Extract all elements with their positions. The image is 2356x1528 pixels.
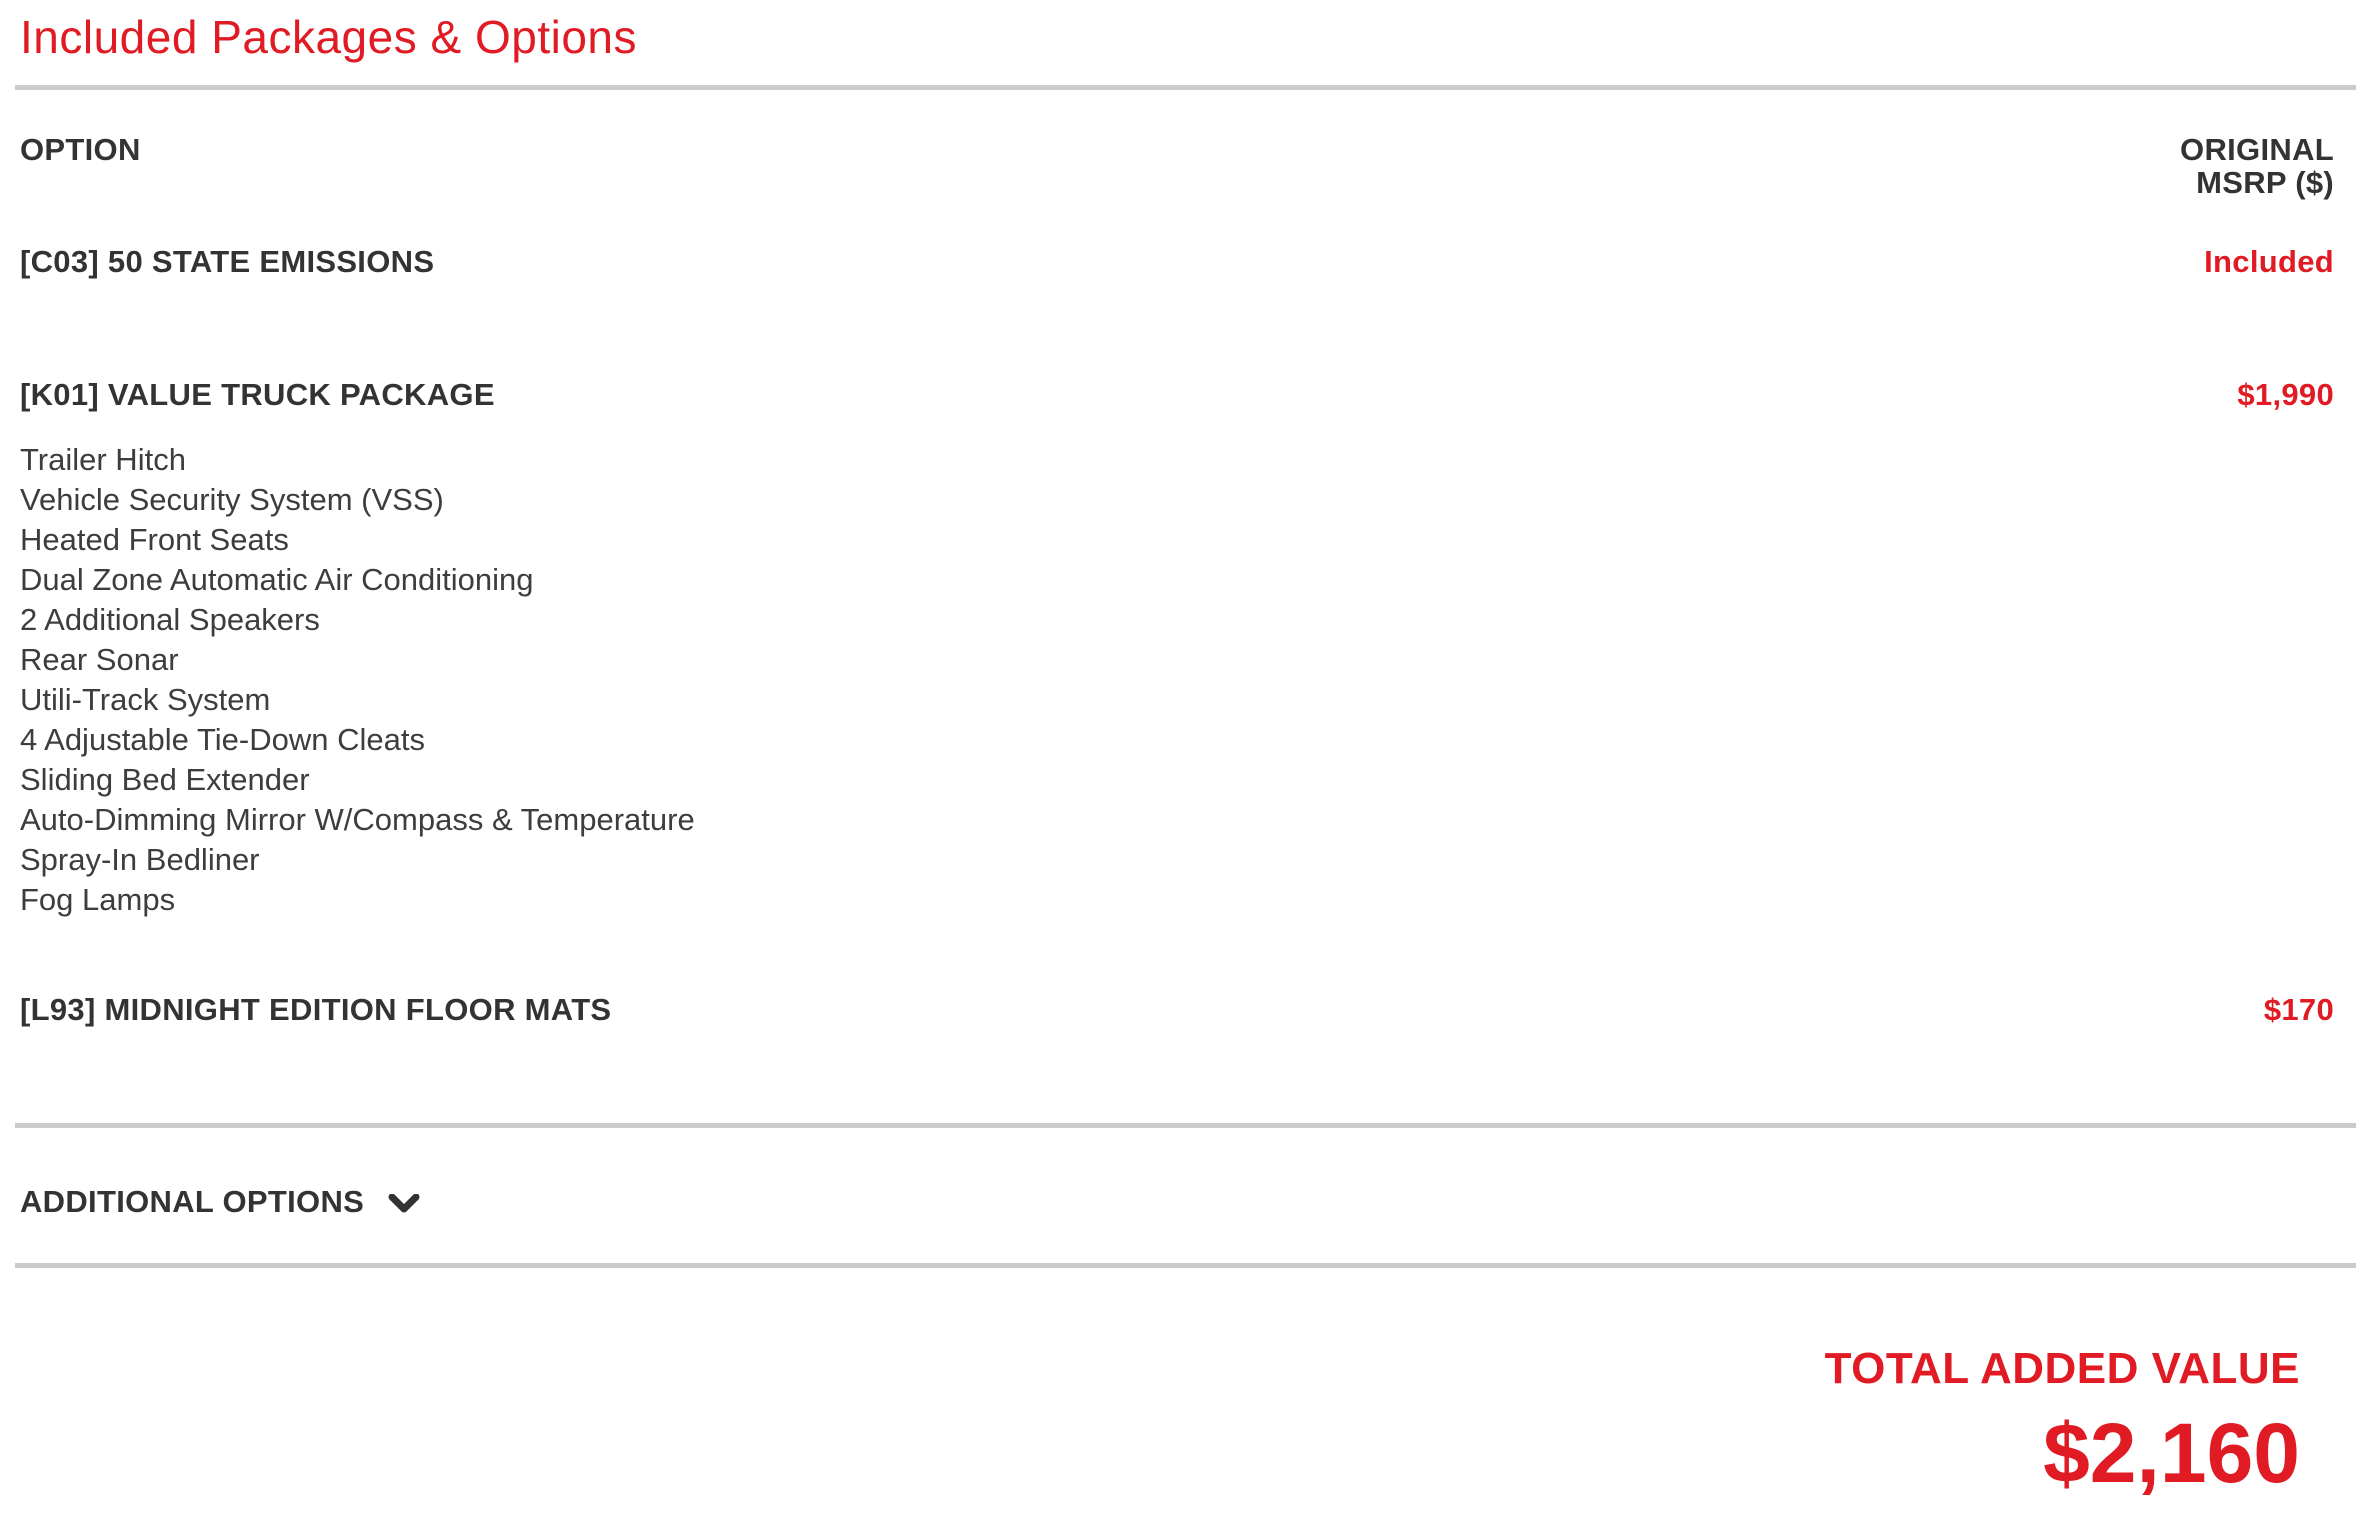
section-title: Included Packages & Options <box>20 11 637 63</box>
additional-options-expander[interactable] <box>20 1185 420 1218</box>
divider <box>15 1263 2356 1268</box>
divider <box>15 85 2356 90</box>
divider <box>15 1123 2356 1128</box>
feature-item: Spray-In Bedliner <box>20 842 260 877</box>
option-name: [C03] 50 STATE EMISSIONS <box>20 244 435 279</box>
total-added-value-amount: $2,160 <box>2043 1406 2300 1500</box>
feature-item: Rear Sonar <box>20 642 179 677</box>
feature-item: Heated Front Seats <box>20 522 289 557</box>
total-added-value-label: TOTAL ADDED VALUE <box>1824 1344 2300 1393</box>
option-msrp-value: $170 <box>2263 992 2334 1027</box>
column-header-original-msrp <box>2180 133 2334 199</box>
table-header-row <box>20 133 2356 199</box>
feature-item: 4 Adjustable Tie-Down Cleats <box>20 722 425 757</box>
feature-item: Utili-Track System <box>20 682 271 717</box>
package-feature-list <box>20 440 2356 920</box>
column-header-msrp-line1: ORIGINAL <box>2180 132 2334 167</box>
feature-item: Auto-Dimming Mirror W/Compass & Temperature <box>20 802 695 837</box>
option-msrp-value: Included <box>2204 244 2334 279</box>
feature-item: 2 Additional Speakers <box>20 602 320 637</box>
included-packages-options-section <box>0 8 2356 1528</box>
feature-item: Fog Lamps <box>20 882 176 917</box>
additional-options-label: ADDITIONAL OPTIONS <box>20 1184 365 1219</box>
option-name: [K01] VALUE TRUCK PACKAGE <box>20 377 495 412</box>
total-added-value-block <box>20 1345 2356 1499</box>
feature-item: Vehicle Security System (VSS) <box>20 482 444 517</box>
option-msrp-value: $1,990 <box>2237 377 2334 412</box>
feature-item: Sliding Bed Extender <box>20 762 310 797</box>
feature-item: Dual Zone Automatic Air Conditioning <box>20 562 534 597</box>
column-header-option: OPTION <box>20 132 141 167</box>
column-header-msrp-line2: MSRP ($) <box>2196 165 2334 200</box>
option-name: [L93] MIDNIGHT EDITION FLOOR MATS <box>20 992 612 1027</box>
table-row <box>20 245 2356 278</box>
table-row <box>20 993 2356 1026</box>
chevron-down-icon <box>388 1194 420 1214</box>
feature-item: Trailer Hitch <box>20 442 186 477</box>
table-row <box>20 378 2356 411</box>
